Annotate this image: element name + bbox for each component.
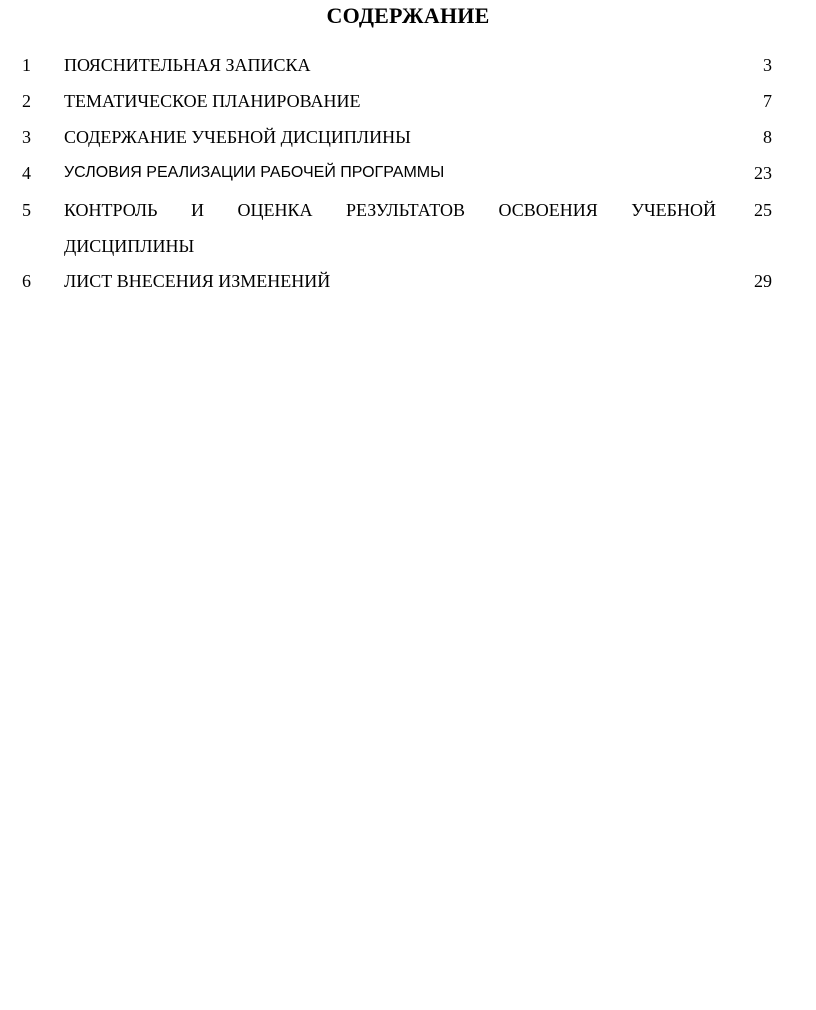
toc-entry-title: СОДЕРЖАНИЕ УЧЕБНОЙ ДИСЦИПЛИНЫ [64, 127, 411, 147]
toc-entry-title [64, 192, 716, 264]
toc-entry-page: 7 [763, 91, 772, 111]
toc-entry-number: 3 [22, 127, 31, 147]
toc-entry-page: 8 [763, 127, 772, 147]
toc-entry-page: 23 [754, 163, 772, 183]
toc-entry-title: ТЕМАТИЧЕСКОЕ ПЛАНИРОВАНИЕ [64, 91, 361, 111]
toc-entry-number: 2 [22, 91, 31, 111]
toc-entry-title: ЛИСТ ВНЕСЕНИЯ ИЗМЕНЕНИЙ [64, 271, 331, 291]
toc-entry-number: 5 [22, 200, 31, 220]
toc-entry-number: 4 [22, 163, 31, 183]
toc-entry-title-line2: ДИСЦИПЛИНЫ [64, 236, 195, 256]
toc-entry-page: 25 [754, 200, 772, 220]
toc-entry-title: ПОЯСНИТЕЛЬНАЯ ЗАПИСКА [64, 55, 311, 75]
toc-entry-page: 29 [754, 271, 772, 291]
toc-entry-title: УСЛОВИЯ РЕАЛИЗАЦИИ РАБОЧЕЙ ПРОГРАММЫ [64, 164, 445, 181]
toc-entry-title-line1: КОНТРОЛЬ И ОЦЕНКА РЕЗУЛЬТАТОВ ОСВОЕНИЯ УЧЕБНОЙ [64, 200, 716, 220]
toc-entry-number: 6 [22, 271, 31, 291]
toc-entry-page: 3 [763, 55, 772, 75]
toc-entry-number: 1 [22, 55, 31, 75]
toc-title: СОДЕРЖАНИЕ [326, 3, 490, 28]
